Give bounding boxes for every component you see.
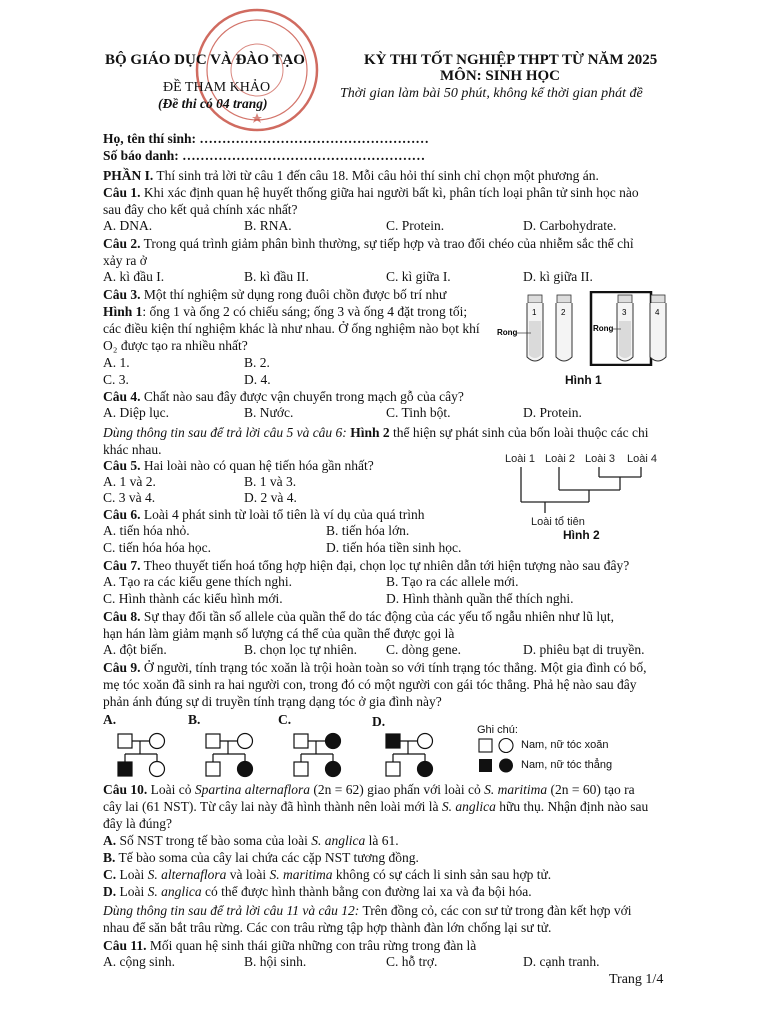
pedigree-c — [294, 734, 341, 777]
q5-text1: Hai loài nào có quan hệ tiến hóa gần nhất? — [143, 458, 374, 473]
pedigree-b — [206, 734, 253, 777]
pedigree-a — [118, 734, 165, 777]
q5-number: Câu 5. — [103, 458, 141, 473]
figure-1-caption: Hình 1 — [565, 373, 602, 387]
q9-line1 — [103, 659, 663, 676]
q4-option-a: A. Diệp lục. — [103, 405, 169, 420]
q8-line1 — [103, 608, 663, 625]
q10-t3: (2n = 60) tạo ra — [547, 782, 635, 797]
q7-option-c: C. Hình thành các kiểu hình mới. — [103, 591, 283, 606]
info-11-12-line1 — [103, 903, 632, 919]
q3-option-d: D. 4. — [244, 372, 271, 387]
q3-line1 — [103, 287, 446, 303]
q5-option-c: C. 3 và 4. — [103, 490, 156, 505]
q7-text1: Theo thuyết tiến hoá tổng hợp hiện đại, chọn lọc tự nhiên dẫn tới hiện tượng nào sau đây? — [143, 558, 630, 573]
part1-title: PHẦN I. — [103, 168, 154, 183]
tube-3-stopper — [618, 295, 632, 303]
q1-option-b: B. RNA. — [244, 218, 292, 233]
figure-1-test-tubes — [495, 291, 675, 366]
q6-line1 — [103, 507, 425, 523]
q10-t2: (2n = 62) giao phấn với loài cỏ — [310, 782, 485, 797]
q10-b-text: Tế bào soma của cây lai chứa các cặp NST tương đồng. — [115, 850, 419, 865]
ancestor-label: Loài tổ tiên — [531, 516, 585, 528]
tree-branches — [521, 467, 641, 513]
pedigree-d — [386, 734, 433, 777]
q2-line2: xảy ra ở — [103, 253, 147, 268]
q6-number: Câu 6. — [103, 507, 141, 522]
legend-female-curly-icon — [499, 739, 513, 753]
q3-fig-ref: Hình 1 — [103, 304, 143, 319]
q11-option-b: B. hội sinh. — [244, 954, 307, 969]
official-seal-stamp — [192, 5, 322, 135]
legend-straight-label: Nam, nữ tóc thẳng — [521, 759, 613, 771]
q7-line1 — [103, 557, 663, 574]
q10-d-letter: D. — [103, 884, 117, 899]
tube-1-label: 1 — [532, 308, 537, 317]
rong-label-1: Rong — [497, 328, 518, 337]
q7-number: Câu 7. — [103, 558, 141, 573]
q9-line3: phản ánh đúng sự di truyền tính trạng dạng tóc ở gia đình này? — [103, 694, 442, 709]
q10-c-t3: không có sự cách li sinh sản sau hợp tử. — [332, 867, 552, 882]
q1-line1 — [103, 184, 663, 201]
q10-line1 — [103, 782, 635, 798]
tube-3-plant — [619, 321, 631, 358]
q5-option-d: D. 2 và 4. — [244, 490, 297, 505]
q8-option-b: B. chọn lọc tự nhiên. — [244, 642, 358, 657]
legend-curly-label: Nam, nữ tóc xoăn — [521, 739, 609, 751]
species-1-label: Loài 1 — [505, 453, 535, 465]
tube-1-stopper — [528, 295, 542, 303]
student-id-field: Số báo danh: ……………………………………………… — [103, 148, 426, 163]
q10-d-t2: có thể được hình thành bằng con đường lai xa và đa bội hóa. — [201, 884, 532, 899]
doc-type: ĐỀ THAM KHẢO — [163, 80, 271, 95]
q8-option-c: C. dòng gene. — [386, 642, 461, 657]
q1-text1: Khi xác định quan hệ huyết thống giữa hai người bất kì, phân tích loại phân tử sinh học nào — [143, 185, 639, 200]
q3-text1: Một thí nghiệm sử dụng rong đuôi chồn được bố trí như — [143, 287, 447, 302]
figure-2-phylogeny — [495, 450, 695, 530]
species-2-label: Loài 2 — [545, 453, 575, 465]
q8-option-d: D. phiêu bạt di truyền. — [523, 642, 645, 657]
q5-option-a: A. 1 và 2. — [103, 474, 156, 489]
q2-number: Câu 2. — [103, 236, 141, 251]
info-11-12-text1: Trên đồng cỏ, các con sư tử trong đàn kết hợp với — [359, 903, 632, 918]
tube-1-plant — [529, 321, 541, 358]
q1-line2: sau đây cho kết quả chính xác nhất? — [103, 202, 298, 217]
q11-option-c: C. hỗ trợ. — [386, 954, 438, 969]
q1-option-a: A. DNA. — [103, 218, 153, 233]
q10-a-species: S. anglica — [311, 833, 366, 848]
q10-t5: hữu thụ. Nhận định nào sau — [495, 799, 649, 814]
q4-option-b: B. Nước. — [244, 405, 294, 420]
q10-line2 — [103, 799, 648, 815]
legend-male-curly-icon — [479, 739, 492, 752]
part1-text: Thí sinh trả lời từ câu 1 đến câu 18. Mỗi câu hỏi thí sinh chỉ chọn một phương án. — [156, 168, 599, 183]
q10-a-t1: Số NST trong tế bào soma của loài — [116, 833, 312, 848]
q10-a-letter: A. — [103, 833, 117, 848]
q3-option-a: A. 1. — [103, 355, 130, 370]
q4-option-d: D. Protein. — [523, 405, 582, 420]
q6-option-c: C. tiến hóa hóa học. — [103, 540, 211, 555]
q3-number: Câu 3. — [103, 287, 141, 302]
legend-symbols — [477, 737, 517, 777]
q6-text1: Loài 4 phát sinh từ loài tổ tiên là ví dụ của quá trình — [143, 507, 425, 522]
q3-line4: O₂ được tạo ra nhiều nhất? — [103, 338, 248, 353]
q6-option-b: B. tiến hóa lớn. — [326, 523, 410, 538]
species-4-label: Loài 4 — [627, 453, 657, 465]
q2-option-b: B. kì đầu II. — [244, 269, 309, 284]
q4-number: Câu 4. — [103, 389, 141, 404]
q10-option-a — [103, 833, 399, 849]
legend-female-straight-icon — [499, 759, 513, 773]
q10-t1: Loài cỏ — [150, 782, 195, 797]
q8-option-a: A. đột biến. — [103, 642, 167, 657]
q10-c-t1: Loài — [116, 867, 148, 882]
q10-d-t1: Loài — [116, 884, 148, 899]
q3-option-b: B. 2. — [244, 355, 270, 370]
info-11-12-line2: nhau để săn bắt trâu rừng. Các con trâu rừng tập hợp thành đàn lớn chống lại sư tử. — [103, 920, 552, 935]
q10-species-2: S. maritima — [484, 782, 548, 797]
q9-line2: mẹ tóc xoăn đã sinh ra hai người con, trong đó có một người con gái tóc thẳng. Phả hệ nào sau đây — [103, 677, 637, 692]
student-name-field: Họ, tên thí sinh: …………………………………………… — [103, 131, 429, 146]
subject: MÔN: SINH HỌC — [440, 68, 560, 84]
q5-option-b: B. 1 và 3. — [244, 474, 297, 489]
q11-option-d: D. cạnh tranh. — [523, 954, 600, 969]
q1-number: Câu 1. — [103, 185, 141, 200]
info-5-6-fig-ref: Hình 2 — [350, 425, 390, 440]
info-5-6-line2: khác nhau. — [103, 442, 162, 457]
info-5-6-intro: Dùng thông tin sau để trả lời câu 5 và câu 6: — [103, 425, 347, 440]
q7-option-b: B. Tạo ra các allele mới. — [386, 574, 519, 589]
pedigree-d-label: D. — [372, 714, 386, 729]
info-5-6-line1 — [103, 424, 663, 441]
part1-instruction — [103, 167, 663, 184]
q6-option-d: D. tiến hóa tiền sinh học. — [326, 540, 462, 555]
q10-t4: cây lai (61 NST). Từ cây lai này đã hình thành nên loài mới là — [103, 799, 442, 814]
q7-option-d: D. Hình thành quần thể thích nghi. — [386, 591, 574, 606]
q2-text1: Trong quá trình giảm phân bình thường, sự tiếp hợp và trao đổi chéo của nhiễm sắc thể chỉ — [143, 236, 634, 251]
legend-male-straight-icon — [479, 759, 492, 772]
q4-line1 — [103, 388, 663, 405]
q10-option-b — [103, 850, 419, 866]
q10-option-c — [103, 867, 551, 883]
q10-option-d — [103, 884, 532, 900]
q6-option-a: A. tiến hóa nhỏ. — [103, 523, 190, 538]
q11-line1 — [103, 937, 663, 954]
q2-option-d: D. kì giữa II. — [523, 269, 593, 284]
q1-option-c: C. Protein. — [386, 218, 445, 233]
q10-b-letter: B. — [103, 850, 116, 865]
q10-line3: đây là đúng? — [103, 816, 172, 831]
pages-note: (Đề thi có 04 trang) — [158, 96, 268, 111]
q8-line2: hạn hán làm giảm mạnh số lượng cá thể của quần thể được gọi là — [103, 626, 455, 641]
pedigree-c-label: C. — [278, 712, 292, 727]
info-11-12-intro: Dùng thông tin sau để trả lời câu 11 và câu 12: — [103, 903, 360, 918]
q10-d-species: S. anglica — [147, 884, 202, 899]
q3-text2: : ống 1 và ống 2 có chiếu sáng; ống 3 và ống 4 đặt trong tối; — [142, 304, 468, 319]
pedigree-a-label: A. — [103, 712, 117, 727]
exam-title: KỲ THI TỐT NGHIỆP THPT TỪ NĂM 2025 — [364, 52, 658, 68]
tube-4-stopper — [651, 295, 665, 303]
tube-4-label: 4 — [655, 308, 660, 317]
q2-option-c: C. kì giữa I. — [386, 269, 451, 284]
q10-number: Câu 10. — [103, 782, 148, 797]
q10-c-letter: C. — [103, 867, 117, 882]
q1-option-d: D. Carbohydrate. — [523, 218, 617, 233]
q8-text1: Sự thay đổi tần số allele của quần thể do tác động của các yếu tố ngẫu nhiên như lũ lụt, — [143, 609, 615, 624]
ministry-name: BỘ GIÁO DỤC VÀ ĐÀO TẠO — [105, 52, 305, 68]
q10-c-t2: và loài — [226, 867, 270, 882]
tube-2-stopper — [557, 295, 571, 303]
q3-line3: các điều kiện thí nghiệm khác là như nhau. Ở ống nghiệm nào bọt khí — [103, 321, 480, 336]
q11-text1: Mối quan hệ sinh thái giữa những con trâu rừng trong đàn là — [149, 938, 477, 953]
q11-number: Câu 11. — [103, 938, 147, 953]
q4-text1: Chất nào sau đây được vận chuyển trong mạch gỗ của cây? — [143, 389, 464, 404]
rong-label-2: Rong — [593, 324, 614, 333]
info-5-6-text: thể hiện sự phát sinh của bốn loài thuộc các chi — [392, 425, 649, 440]
q10-a-t2: là 61. — [365, 833, 399, 848]
q11-option-a: A. cộng sinh. — [103, 954, 175, 969]
q10-c-species1: S. alternaflora — [147, 867, 227, 882]
q4-option-c: C. Tinh bột. — [386, 405, 451, 420]
q5-line1 — [103, 458, 374, 474]
species-3-label: Loài 3 — [585, 453, 615, 465]
tube-3-label: 3 — [622, 308, 627, 317]
pedigree-options — [110, 728, 450, 784]
q9-text1: Ở người, tính trạng tóc xoăn là trội hoàn toàn so với tính trạng tóc thẳng. Một gia đình có bố, — [143, 660, 647, 675]
pedigree-b-label: B. — [188, 712, 201, 727]
tube-2-label: 2 — [561, 308, 566, 317]
q2-line1 — [103, 235, 663, 252]
q3-line2 — [103, 304, 467, 320]
q7-option-a: A. Tạo ra các kiểu gene thích nghi. — [103, 574, 293, 589]
q9-number: Câu 9. — [103, 660, 141, 675]
time-note: Thời gian làm bài 50 phút, không kể thời gian phát đề — [340, 86, 643, 101]
page-number: Trang 1/4 — [609, 972, 664, 987]
legend-title: Ghi chú: — [477, 724, 518, 736]
q2-option-a: A. kì đầu I. — [103, 269, 165, 284]
q10-species-3: S. anglica — [441, 799, 496, 814]
q10-c-species2: S. maritima — [269, 867, 333, 882]
figure-2-caption: Hình 2 — [563, 528, 600, 542]
q3-option-c: C. 3. — [103, 372, 129, 387]
q8-number: Câu 8. — [103, 609, 141, 624]
q10-species-1: Spartina alternaflora — [194, 782, 311, 797]
